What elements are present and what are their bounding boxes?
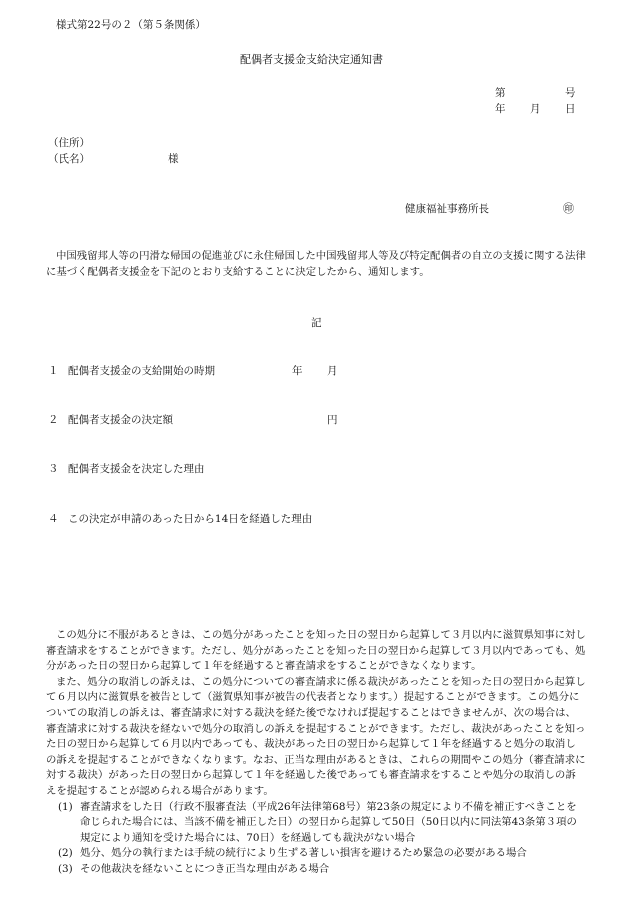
item-2-num: ２ — [48, 414, 59, 426]
case-1-num: (1) — [58, 800, 73, 813]
item-1-label: 配偶者支援金の支給開始の時期 — [68, 365, 215, 377]
case-1-text: 審査請求をした日（行政不服審査法（平成26年法律第68号）第23条の規定により不備を補正すべきことを命じられた場合には、当該不備を補正した日）の翌日から起算して50日（50日以内に同法第43条第３項の規定により通知を受けた場合には、70日）を経過しても裁決がない場合 — [80, 800, 577, 844]
date-day: 日 — [565, 103, 576, 115]
item-3-label: 配偶者支援金を決定した理由 — [68, 463, 205, 475]
date-year: 年 — [495, 103, 506, 115]
issuer-name: 健康福祉事務所長 — [405, 203, 489, 215]
item-4-label: この決定が申請のあった日から14日を経過した理由 — [68, 513, 313, 525]
honorific: 様 — [168, 153, 179, 165]
item-2-label: 配偶者支援金の決定額 — [68, 414, 173, 426]
case-item-2 — [46, 846, 586, 862]
case-3-num: (3) — [58, 862, 73, 875]
doc-number-label: 第 — [495, 87, 506, 99]
notice-paragraph-1: この処分に不服があるときは、この処分があったことを知った日の翌日から起算して３月以内に滋賀県知事に対し審査請求をすることができます。ただし、処分があったことを知った日の翌日から起算して３月以内であっても、処分があった日の翌日から起算して１年を経過すると審査請求をすることができなくなります。 — [46, 629, 586, 673]
item-1-month-unit: 月 — [327, 365, 338, 377]
case-2-text: 処分、処分の執行または手続の続行により生ずる著しい損害を避けるため緊急の必要がある場合 — [80, 847, 527, 860]
document-title: 配偶者支援金支給決定通知書 — [240, 53, 383, 66]
case-2-num: (2) — [58, 847, 73, 860]
address-label: （住所） — [48, 137, 90, 149]
case-item-1 — [46, 800, 586, 847]
name-label: （氏名） — [48, 153, 90, 165]
form-number: 様式第22号の２（第５条関係） — [56, 19, 206, 31]
date-month: 月 — [530, 103, 541, 115]
case-3-text: その他裁決を経ないことにつき正当な理由がある場合 — [80, 862, 330, 875]
doc-number-suffix: 号 — [565, 87, 576, 99]
item-4-num: ４ — [48, 513, 59, 525]
item-1-num: １ — [48, 365, 59, 377]
intro-paragraph: 中国残留邦人等の円滑な帰国の促進並びに永住帰国した中国残留邦人等及び特定配偶者の自立の支援に関する法律に基づく配偶者支援金を下記のとおり支給することに決定したから、通知します。 — [46, 250, 586, 278]
notice-block — [46, 628, 586, 878]
item-1-year-unit: 年 — [292, 365, 303, 377]
item-2-yen-unit: 円 — [327, 414, 338, 426]
case-item-3 — [46, 862, 586, 878]
item-3-num: ３ — [48, 463, 59, 475]
ki-heading: 記 — [311, 317, 322, 329]
seal-mark: ㊞ — [563, 202, 574, 215]
notice-paragraph-2: また、処分の取消しの訴えは、この処分についての審査請求に係る裁決があったことを知った日の翌日から起算して６月以内に滋賀県を被告として（滋賀県知事が被告の代表者となります。）提起することができます。この処分についての取消しの訴えは、審査請求に対する裁決を経た後でなければ提起することはできませんが、次の場合は、審査請求に対する裁決を経ないで処分の取消しの訴えを提起することができます。ただし、裁決があったことを知った日の翌日から起算して６月以内であっても、裁決があった日の翌日から起算して１年を経過すると処分の取消しの訴えを提起することができなくなります。なお、正当な理由があるときは、これらの期間やこの処分（審査請求に対する裁決）があった日の翌日から起算して１年を経過した後であっても審査請求をすることや処分の取消しの訴えを提起することが認められる場合があります。 — [46, 675, 586, 797]
